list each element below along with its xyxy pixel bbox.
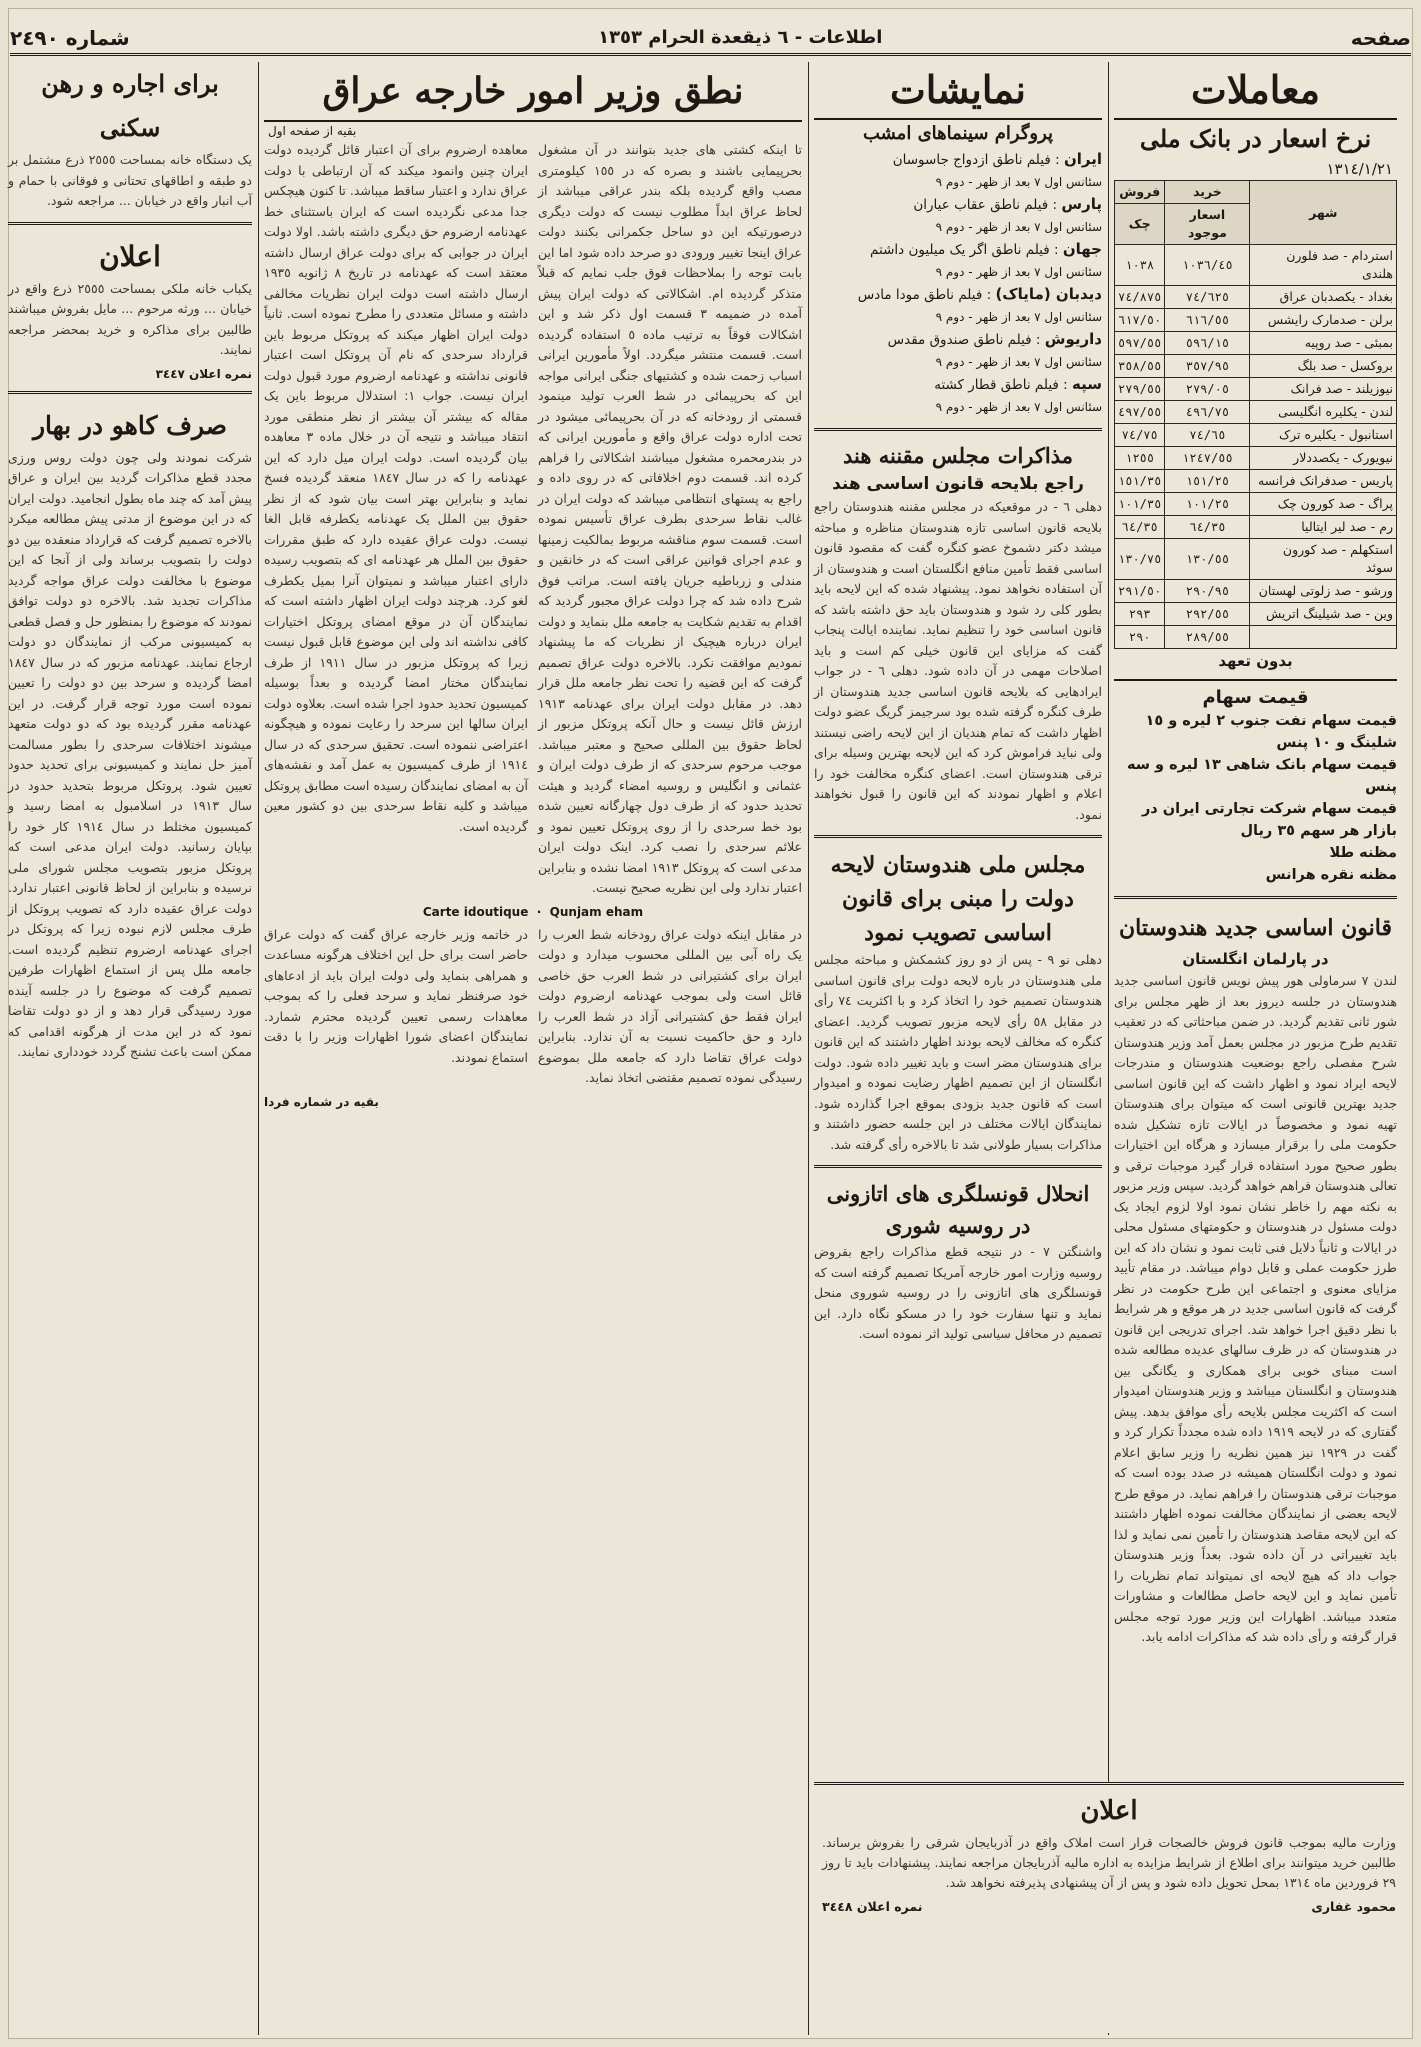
rate-city: نیوزیلند - صد فرانک (1250, 378, 1397, 401)
cinema-film: فیلم ناطق ازدواج جاسوسان (892, 152, 1051, 168)
carte-identique-term: Carte idoutique (422, 904, 529, 919)
rate-row (1115, 332, 1397, 355)
rate-row (1115, 603, 1397, 626)
rate-buy: ١٠٣٦/٤٥ (1165, 245, 1250, 286)
transactions-title: معاملات (1114, 62, 1397, 120)
bottom-notice-number: نمره اعلان ٣٤٤٨ (822, 1899, 923, 1914)
cinema-item: داریوش : فیلم ناطق صندوق مقدس سئانس اول ٧ بعد از ظهر - دوم ٩ (814, 328, 1102, 373)
cinema-name: دیدبان (ماياک) (995, 285, 1102, 303)
rate-city: رم - صد لیر ایتالیا (1250, 516, 1397, 539)
cinema-name: پارس (1061, 195, 1102, 213)
rate-buy: ٥٩٦/١٥ (1165, 332, 1250, 355)
cinema-item: جهان : فیلم ناطق اگر یک میلیون داشتم سئانس اول ٧ بعد از ظهر - دوم ٩ (814, 238, 1102, 283)
rate-row (1115, 424, 1397, 447)
classified-text: یک دستگاه خانه بمساحت ٢٥٥٥ ذرع مشتمل بر دو طبقه و اطاقهای تحتانی و فوقانی با حمام و آب انبار واقع در خیابان ... مراجعه شود. (8, 152, 252, 208)
rate-sell: ٢٧٩/٥٥ (1115, 378, 1165, 401)
rate-sell: ١٢٥٥ (1115, 447, 1165, 470)
speech-headline: نطق وزیر امور خارجه عراق (264, 62, 802, 122)
india-constitution-title: قانون اساسی جدید هندوستان (1118, 915, 1393, 941)
rate-sell: ٧٤/٧٥ (1115, 424, 1165, 447)
rate-sell: ٣٥٨/٥٥ (1115, 355, 1165, 378)
us-consulates-title: انحلال قونسلگری های اتازونی در روسیه شوری (826, 1181, 1090, 1238)
page-header (10, 22, 1411, 56)
share-price-line: قیمت سهام نفت جنوب ٢ لیره و ١٥ شلینگ و ١٠ پنس (1145, 713, 1397, 751)
article-body: دهلی نو ٩ - پس از دو روز کشمکش و مباحثه مجلس ملی هندوستان در باره لایحه دولت برای قانون اساسی هندوستان تصمیم خود را اتخاذ کرد و با اکثریت ٧٤ رأی در مقابل ٥٨ رأی لایحه مزبور تصویب گردید. اعضای کنگره که مخالف لایحه بودند اظهار داشتند که این قانون برای هندوستان مضر است و باید تغییر داده شود. دولت انگلستان از این تصمیم اظهار رضایت نموده و امیدوار است که قانون جدید بزودی بموقع اجرا گذارده شود. نمایندگان ایالات مختلف در این جلسه حضور داشتند و مذاکرات بسیار طولانی شد تا بالاخره رأی گرفته شد. (814, 952, 1102, 1152)
rate-sell: ١٠٣٨ (1115, 245, 1165, 286)
column-header-city: شهر (1250, 181, 1397, 245)
exchange-rates-table (1114, 180, 1397, 649)
article-body: در خاتمه وزیر خارجه عراق گفت که دولت عراق حاضر است برای حل این اختلاف هرگونه مساعدت و همراهی بنماید ولی دولت ایران باید از ادعاهای خود صرفنظر نماید و سرحد فعلی را که بموجب معاهدات رسمی تعیین گردیده محترم شمارد. نمایندگان اعضای شورا اظهارات وزیر را با دقت استماع نمودند. (264, 926, 528, 1065)
bottom-notice-signature: محمود غفاری (1311, 1899, 1396, 1914)
lettuce-ad-title: صرف کاهو در بهار (32, 410, 228, 440)
cinema-sessions: سئانس اول ٧ بعد از ظهر - دوم ٩ (935, 400, 1102, 414)
rate-city: نیویورک - یکصددلار (1250, 447, 1397, 470)
article-body: معاهده ارضروم برای آن اعتبار قائل گردیده دولت ایران چنین وانمود میکند که آن ارتباطی با دولت عراق ندارد و اعتبار ساقط میباشد. تا کنون هیچکس جدا مدعی نگردیده است که ایران باستثنای خط عهدنامه ارضروم حق دیگری داشته باشد. اولا دولت ایران در جوابی که برای دولت عراق ارسال داشته معتقد است که عهدنامه در تاریخ ٨ ژانویه ١٩٣٥ ارسال داشته است دولت ایران نظریات مخالفی داشته و مسائل متعددی را مطرح نموده است. ثانیاً دولت ایران اظهار میکند که پروتکل مربوط باین قرارداد سرحدی که نام آن پروتکل است اعتبار قانونی نداشته و عهدنامه ارضروم مورد قبول دولت ایران نیست. جواب ١: استدلال مربوط باین یک مقاله که بیشتر آن بیشتر از نظر منطقی مورد انتقاد میباشد و نتیجه آن در خلال ماده ٣ معاهده بیان گردیده است. دولت ایران میل دارد که این عهدنامه را که در سال ١٨٤٧ منعقد گردیده فسخ نماید و بنابراین بهتر است بیان شود که از نظر حقوق بین الملل یک عهدنامه یکطرفه قابل الغا نیست. دولت عراق عقیده دارد که طبق مقررات حقوق بین الملل هر عهدنامه ای که بتصویب رسیده دارای اعتبار میباشد و نمیتوان آنرا بمیل یکطرف لغو کرد. هرچند دولت ایران اظهار داشته است که نمایندگان آن در موقع امضای پروتکل اختیارات کافی نداشته اند ولی این موضوع قابل قبول نیست زیرا که پروتکل مزبور در سال ١٩١١ از طرف نمایندگان مختار امضا گردیده و بعداً بوسیله کمیسیون تحدید حدود اجرا شده است. بعلاوه دولت ایران سالها این سرحد را رعایت نموده و هیچگونه اعتراضی ننموده است. تحقیق سرحدی که در سال ١٩١٤ از طرف کمیسیون به عمل آمد و نقشه‌های آن به امضای نمایندگان رسیده است مطابق پروتکل میباشد و کلیه نقاط سرحدی بین دو کشور معین گردیده است. (264, 142, 529, 834)
rate-buy: ٢٩٢/٥٥ (1165, 603, 1250, 626)
cinema-sessions: سئانس اول ٧ بعد از ظهر - دوم ٩ (935, 310, 1102, 324)
rate-buy: ٤٩٦/٧٥ (1165, 401, 1250, 424)
cinema-film: فیلم ناطق قطار کشته (934, 377, 1059, 393)
rate-row (1115, 309, 1397, 332)
cinema-sessions: سئانس اول ٧ بعد از ظهر - دوم ٩ (935, 220, 1102, 234)
cinema-sessions: سئانس اول ٧ بعد از ظهر - دوم ٩ (935, 175, 1102, 189)
notice-title: اعلان (99, 239, 161, 273)
rate-city: استکهلم - صد کورون سوئد (1250, 539, 1397, 580)
exchange-rates-subtitle: نرخ اسعار در بانک ملی (1139, 124, 1372, 153)
rate-city: وین - صد شیلینگ اتریش (1250, 603, 1397, 626)
rate-city: استردام - صد فلورن هلندی (1250, 245, 1397, 286)
rate-sell: ١٠١/٣٥ (1115, 493, 1165, 516)
notice-body: وزارت مالیه بموجب قانون فروش خالصجات قرار است املاک واقع در آذربایجان شرقی را بفروش برساند. طالبین خرید میتوانند برای اطلاع از شرایط مزایده به اداره مالیه آذربایجان مراجعه نمایند. پیشنهادات باید تا روز ٢٩ فروردین ماه ١٣١٤ بمحل تحویل داده شود و پس از آن پیشنهادی پذیرفته نخواهد شد. (822, 1835, 1396, 1890)
india-constitution-subtitle: در پارلمان انگلستان (1182, 950, 1329, 968)
header-issue-number: شماره ٢٤٩٠ (10, 25, 130, 50)
bottom-notice-title: اعلان (1080, 1796, 1138, 1826)
rate-sell: ١٣٠/٧٥ (1115, 539, 1165, 580)
rate-buy: ٧٤/٦٥ (1165, 424, 1250, 447)
cinema-film: فیلم ناطق مودا مادس (857, 287, 983, 303)
silver-price: مظنه نقره هرانس (1265, 867, 1397, 883)
share-price-line: قیمت سهام بانک شاهی ١٣ لیره و سه پنس (1126, 757, 1397, 795)
rate-sell: ٢٩٣ (1115, 603, 1165, 626)
rate-buy: ١٥١/٢٥ (1165, 470, 1250, 493)
article-body: در مقابل اینکه دولت عراق رودخانه شط العرب را یک راه آبی بین المللی محسوب میدارد و دولت ایران برای کشتیرانی در شط العرب حق خاصی قائل است ولی بموجب عهدنامه ارضروم دولت ایران فقط حق کشتیرانی آزاد در شط العرب را دارد و حق حاکمیت نسبت به آن ندارد. بنابراین دولت عراق تقاضا دارد که جامعه ملل بموضوع رسیدگی نموده تصمیم مقتضی اتخاذ نماید. (538, 926, 802, 1085)
cinema-item: سپه : فیلم ناطق قطار کشته سئانس اول ٧ بعد از ظهر - دوم ٩ (814, 373, 1102, 418)
cinema-name: سپه (1072, 375, 1102, 393)
cinema-item: ایران : فیلم ناطق ازدواج جاسوسان سئانس اول ٧ بعد از ظهر - دوم ٩ (814, 148, 1102, 193)
article-body: دهلی ٦ - در موقعیکه در مجلس مقننه هندوستان راجع بلایحه قانون اساسی تازه هندوستان مناظره و مباحثه میشد دکتر دشموخ عضو کنگره گفت که مقصود قانون اساسی فقط تأمین منافع انگلستان است و هندوستان از آن استفاده نخواهد نمود. پیشنهاد شده که این لایحه باید بطور کلی رد شود و هندوستان باید حق داشته باشد که قانون اساسی خود را تنظیم نماید. نماینده ایالت پنجاب گفت که مزایای این قانون خیلی کم است و باید اصلاحات مهمی در آن داده شود. دهلی ٦ - در جواب ایرادهایی که بلایحه قانون اساسی جدید هندوستان از طرف کنگره گرفته شده بود سرجیمز گریگ عضو دولت اظهار داشت که تمام هندیان از این لایحه راضی نیستند ولی نباید فراموش کرد که این لایحه بهترین وسیله برای ترقی هندوستان است. اعضای کنگره مخالفت خود را اعلام و اظهار نمودند که این قانون را قبول نخواهند نمود. (814, 499, 1102, 822)
classified-text: یکباب خانه ملکی بمساحت ٢٥٥٥ ذرع واقع در خیابان ... ورثه مرحوم ... مایل بفروش میباشند طالبین برای مذاکره و خرید بمحضر مراجعه نمایند. (8, 280, 252, 357)
rent-ad-title: برای اجاره و رهن سکنی (41, 69, 219, 142)
rate-sell: ٧٤/٨٧٥ (1115, 286, 1165, 309)
article-body: شرکت نمودند ولی چون دولت روس ورزی مجدد قطع مذاکرات گردید بین ایران و عراق پیش آمد که چند ماه بطول انجامید. دولت ایران که در این موضوع از مدتی پیش مطالعه میکرد بالاخره تصمیم گرفت که قرارداد منعقده بین دو دولت را بتصویب برساند ولی از آنجا که این موضوع با مخالفت دولت عراق مواجه گردید مذاکرات تجدید شد. بالاخره دو دولت توافق نمودند که موضوع را بمنظور حل و فصل قطعی به کمیسیونی مرکب از نمایندگان دو دولت ارجاع نمایند. عهدنامه مزبور که در سال ١٨٤٧ امضا گردیده و سرحد بین دو دولت را تعیین نموده است مورد توجه قرار گرفت. در این عهدنامه مقرر گردیده بود که دو دولت متعهد میشوند اختلافات سرحدی را بطور مسالمت آمیز حل نمایند و کمیسیونی برای تحدید حدود تعیین شود. پروتکل مربوط بتحدید حدود در سال ١٩١٣ در اسلامبول به امضا رسید و کمیسیون مختلط در سال ١٩١٤ کار خود را بپایان رسانید. دولت ایران مدعی است که پروتکل مزبور بتصویب مجلس شورای ملی نرسیده و بنابراین از لحاظ قانونی اعتبار ندارد. دولت عراق عقیده دارد که تصویب پروتکل از طرف مجلس لازم نبوده زیرا که پروتکل در اجرای عهدنامه ارضروم تنظیم گردیده است. جامعه ملل پس از استماع اظهارات طرفین تصمیم گرفت که موضوع را در جلسه آینده مورد رسیدگی قرار دهد و از دو دولت تقاضا نمود که در این مدت از هرگونه اقدامی که ممکن است باعث تشنج گردد خودداری نمایند. (8, 449, 252, 1059)
rate-city: پراگ - صد کورون چک (1250, 493, 1397, 516)
rate-buy: ٢٧٩/٠٥ (1165, 378, 1250, 401)
rate-row (1115, 447, 1397, 470)
rate-sell: ٤٩٧/٥٥ (1115, 401, 1165, 424)
classifieds-column (2, 62, 258, 2035)
rate-row (1115, 626, 1397, 649)
rate-row (1115, 401, 1397, 424)
share-price-line: قیمت سهام شرکت تجارتی ایران در بازار هر سهم ٣٥ ریال (1141, 801, 1397, 839)
continued-tomorrow-note: بقیه در شماره فردا (264, 1094, 379, 1109)
rate-sell: ٢٩٠ (1115, 626, 1165, 649)
gold-price: مظنه طلا (1329, 845, 1397, 861)
no-obligation-note: بدون تعهد (1218, 652, 1293, 670)
rates-date: ١٣١٤/١/٢١ (1326, 160, 1393, 178)
article-body: لندن ٧ سرماولی هور پیش نویس قانون اساسی جدید هندوستان در جلسه دیروز بعد از ظهر مجلس برای شور ثانی تقدیم گردید. در ضمن مباحثاتی که در تعقیب تقدیم طرح مزبور در مجلس بعمل آمد وزیر هندوستان شرح مفصلی راجع بوضعیت هندوستان و مندرجات لایحه ایراد نمود و اظهار داشت که این قانون اساسی جدید بهترین قانونی است که میتوان برای هندوستان تهیه نمود و مخصوصاً در ایالات تازه تشکیل شده حکومت ملی را برقرار میسازد و هرگاه این اختیارات بطور صحیح مورد استفاده قرار گیرد موجبات ترقی و تعالی هندوستان فراهم خواهد گردید. سپس وزیر مزبور به نکته مهم را خاطر نشان نمود اولا لزوم ایجاد یک دولت مسئول در هندوستان و حکومتهای مسئول محلی در ایالات و ثانیاً دلایل فنی ثابت نمود و نشان داد که این طرز حکومت عملی و قابل دوام میباشد. در مقام تأیید مزایای معنوی و اجتماعی این طرح حکومت در نظر گرفت که قانون اساسی جدید در هر موقع و هر شرایط با نظر دقیق اجرا خواهد شد. اجرای تدریجی این قانون در هندوستان که در ظرف سالهای عدیده مطالعه شده است مبنای خوبی برای همکاری و یگانگی بین هندوستان و انگلستان میباشد و وزیر هندوستان امیدوار است که اکثریت مجلس بلایحه رأی موافق بدهد. پیش گفتاری که در لایحه ١٩١٩ داده شده مجدداً تکرار کرد و گفت در ١٩٢٩ نیز همین نظریه را وزیر سابق اعلام نمود و دولت انگلستان همیشه در صدد بوده است که موجبات ترقی هندوستان را فراهم نماید. در موقع طرح لایحه بعضی از نمایندگان مخالفت نموده اظهار داشتند که این لایحه مقاصد هندوستان را تأمین نمی نماید و لذا باید تغییراتی در آن داده شود. بعداً وزیر هندوستان جواب داد که هیچ لایحه ای نمیتواند تمام نظریات را تأمین نماید و این لایحه حاصل مطالعات و مشاورات متعدد میباشد. اظهارات این وزیر مورد توجه مجلس قرار گرفته و رأی داده شد که مذاکرات ادامه یابد. (1114, 973, 1398, 1644)
header-dateline: اطلاعات - ٦ ذیقعدة الحرام ١٣٥٣ (598, 27, 883, 48)
rate-row (1115, 355, 1397, 378)
column-subheader-buy: اسعار موجود (1165, 204, 1250, 245)
rate-row (1115, 378, 1397, 401)
rate-city: بمبئی - صد روپیه (1250, 332, 1397, 355)
cinema-program-list (814, 148, 1102, 418)
rate-buy: ٢٨٩/٥٥ (1165, 626, 1250, 649)
bottom-notice (814, 1782, 1404, 2033)
cinema-name: ایران (1063, 150, 1102, 168)
rate-city: لندن - یکلیره انگلیسی (1250, 401, 1397, 424)
rate-row (1115, 493, 1397, 516)
speech-column: نطق وزیر امور خارجه عراق بقیه از صفحه اول تا اینکه کشتی های جدید بتوانند در آن مشغول بحرپیمایی باشند و بصره که در ١٥٥ کیلومتری مصب واقع گردیده بلکه بندر عراقی میباشد از لحاظ عراق ابداً مطلوب نیست که دولت دیگری درصورتیکه این دو ساحل جکمرانی بکنند دولت عراق اینجا تغییر ورودی دو صرحد داده شود اما این بابت توجه را بملاحظات فوق جلب نمایم که قبلاً متذکر گردیده ام. اشکالاتی که دولت ایران پیش آمده در ضمیمه ٣ قسمت اول ذکر شد و این اشکالات فوقاً به ترتیب ماده ٥ استفاده گردیده است. قسمت منتشر میگردد. اولاً مأمورین ایرانی اسباب زحمت شده و کشتیهای جنگی ایرانی مواجه این که بحرپیمائی در شط العرب تولید مینمود قسمتی از رودخانه که در آن بحرپیمائی میشود در تحت اداره دولت عراق واقع و مأمورین ایرانی که در بندرمحمره مشغول میباشند اشکالاتی را فراهم کرده اند. قسمت دوم اخلافاتی که در روی داده و راجع به پستهای انتظامی میباشد که دولت ایران در غالب نقاط سرحدی بطرف عراق تأسیس نموده است. قسمت سوم مناقشه مربوط بمالکیت زمینها و عدم اجرای قوانین عراقی است که در خانقین و مندلی و زرباطیه جریان یافته است. مراتب فوق شرح داده شد که چرا دولت عراق مجبور گردید که اقدام به تقدیم شکایت به جامعه ملل بنماید و دولت ایران درباره هیچیک از نظریات که ما پیشنهاد نمودیم موافقت نکرد. بالاخره دولت عراق تصمیم گرفت که این قضیه را تحت نظر جامعه ملل قرار دهد. در مقابل دولت ایران برای عهدنامه ١٩١٣ ارزش قائل نیست و حال آنکه پروتکل مزبور از لحاظ حقوق بین المللی صحیح و معتبر میباشد. موجب مرحوم سرحدی که از طرف دولت ایران و عثمانی و انگلیس و روسیه امضاء گردید و هیئت تحدید حدود که از طرف دول چهارگانه تعیین شده بود خط سرحدی را از روی پروتکل تعیین نمود و علائم سرحدی را نصب کرد. اینک دولت ایران مدعی است که پروتکل ١٩١٣ امضا نشده و بنابراین اعتبار ندارد ولی این نظریه صحیح نیست. معاهده ارضروم برای آن اعتبار قائل گردیده دولت ایران چنین وانمود میکند که آن ارتباطی با دولت عراق ندارد و اعتبار ساقط میباشد. تا کنون هیچکس جدا مدعی نگردیده است که ایران باستثنای خط عهدنامه ارضروم حق دیگری داشته باشد. اولا دولت ایران در جوابی که برای دولت عراق ارسال داشته معتقد است که عهدنامه در تاریخ ٨ ژانویه ١٩٣٥ ارسال داشته است دولت ایران نظریات مخالفی داشته و مسائل متعددی را مطرح نموده است. ثانیاً دولت ایران اظهار میکند که پروتکل مربوط باین قرارداد سرحدی که نام آن پروتکل است اعتبار قانونی نداشته و عهدنامه ارضروم مورد قبول دولت ایران نیست. جواب ١: استدلال مربوط باین یک مقاله که بیشتر آن بیشتر از نظر منطقی مورد انتقاد میباشد و نتیجه آن در خلال ماده ٣ معاهده بیان گردیده است. دولت ایران میل دارد که این عهدنامه را که در سال ١٨٤٧ منعقد گردیده فسخ نماید و بنابراین بهتر است بیان شود که از نظر حقوق بین الملل یک عهدنامه یکطرفه قابل الغا نیست. دولت عراق عقیده دارد که طبق مقررات حقوق بین الملل هر عهدنامه ای که بتصویب رسیده دارای اعتبار میباشد و نمیتوان آنرا بمیل یکطرف لغو کرد. هرچند دولت ایران اظهار داشته است که نمایندگان آن در موقع امضای پروتکل اختیارات کافی نداشته اند ولی این موضوع قابل قبول نیست زیرا که پروتکل مزبور در سال ١٩١١ از طرف نمایندگان مختار امضا گردیده و بعداً بوسیله کمیسیون تحدید حدود اجرا شده است. بعلاوه دولت ایران سالها این سرحد را رعایت نموده و هیچگونه اعتراضی ننموده است. تحقیق سرحدی که در سال ١٩١٤ از طرف کمیسیون به عمل آمد و نقشه‌های آن به امضای نمایندگان رسیده است مطابق پروتکل میباشد و کلیه نقاط سرحدی بین دو کشور معین گردیده است. Carte idoutique · Qunjam eham در مقابل اینکه دولت عراق رودخانه شط العرب را یک راه آبی بین المللی محسوب میدارد و دولت ایران برای کشتیرانی در شط العرب حق خاصی قائل است ولی بموجب عهدنامه ارضروم دولت ایران فقط حق کشتیرانی آزاد در شط العرب را دارد و حق حاکمیت نسبت به آن ندارد. بنابراین دولت عراق تقاضا دارد که جامعه ملل بموضوع رسیدگی نموده تصمیم مقتضی اتخاذ نماید. در خاتمه وزیر خارجه عراق گفت که دولت عراق حاضر است برای حل این اختلاف هرگونه مساعدت و همراهی بنماید ولی دولت ایران باید از ادعاهای خود صرفنظر نماید و سرحد فعلی را که بموجب معاهدات رسمی تعیین گردیده محترم شمارد. نمایندگان اعضای شورا اظهارات وزیر را با دقت استماع نمودند. بقیه در شماره فردا (258, 62, 808, 2035)
cinema-film: فیلم ناطق صندوق مقدس (887, 332, 1032, 348)
rate-row (1115, 245, 1397, 286)
rate-city: ورشو - صد زلوتی لهستان (1250, 580, 1397, 603)
cinema-sessions: سئانس اول ٧ بعد از ظهر - دوم ٩ (935, 265, 1102, 279)
cinema-name: جهان (1062, 240, 1102, 258)
rate-city: بروکسل - صد بلگ (1250, 355, 1397, 378)
rate-sell: ٥٩٧/٥٥ (1115, 332, 1165, 355)
rate-buy: ٢٩٠/٩٥ (1165, 580, 1250, 603)
cinema-film: فیلم ناطق عقاب عیاران (913, 197, 1049, 213)
continued-note: بقیه از صفحه اول (268, 124, 357, 138)
article-body: تا اینکه کشتی های جدید بتوانند در آن مشغول بحرپیمایی باشند و بصره که در ١٥٥ کیلومتری مصب واقع گردیده بلکه بندر عراقی میباشد از لحاظ عراق ابداً مطلوب نیست که دولت دیگری درصورتیکه این دو ساحل جکمرانی بکنند دولت عراق اینجا تغییر ورودی دو صرحد داده شود اما این بابت توجه را بملاحظات فوق جلب نمایم که قبلاً متذکر گردیده ام. اشکالاتی که دولت ایران پیش آمده در ضمیمه ٣ قسمت اول ذکر شد و این اشکالات فوقاً به ترتیب ماده ٥ استفاده گردیده است. قسمت منتشر میگردد. اولاً مأمورین ایرانی اسباب زحمت شده و کشتیهای جنگی ایرانی مواجه این که بحرپیمائی در شط العرب تولید مینمود قسمتی از رودخانه که در آن بحرپیمائی میشود در تحت اداره دولت عراق واقع و مأمورین ایرانی که در بندرمحمره مشغول میباشند اشکالاتی را فراهم کرده اند. قسمت دوم اخلافاتی که در روی داده و راجع به پستهای انتظامی میباشد که دولت ایران در غالب نقاط سرحدی بطرف عراق تأسیس نموده است. قسمت سوم مناقشه مربوط بمالکیت زمینها و عدم اجرای قوانین عراقی است که در خانقین و مندلی و زرباطیه جریان یافته است. مراتب فوق شرح داده شد که چرا دولت عراق مجبور گردید که اقدام به تقدیم شکایت به جامعه ملل بنماید و دولت ایران درباره هیچیک از نظریات که ما پیشنهاد نمودیم موافقت نکرد. بالاخره دولت عراق تصمیم گرفت که این قضیه را تحت نظر جامعه ملل قرار دهد. در مقابل دولت ایران برای عهدنامه ١٩١٣ ارزش قائل نیست و حال آنکه پروتکل مزبور از لحاظ حقوق بین المللی صحیح و معتبر میباشد. موجب مرحوم سرحدی که از طرف دولت ایران و عثمانی و انگلیس و روسیه امضاء گردید و هیئت تحدید حدود که از طرف دول چهارگانه تعیین شده بود خط سرحدی را از روی پروتکل تعیین نمود و علائم سرحدی را نصب کرد. اینک دولت ایران مدعی است که پروتکل ١٩١٣ امضا نشده و بنابراین اعتبار ندارد ولی این نظریه صحیح نیست. (538, 142, 803, 895)
india-parliament-title: مذاکرات مجلس مقننه هند (843, 443, 1073, 468)
rate-buy: ١٢٤٧/٥٥ (1165, 447, 1250, 470)
cinema-sessions: سئانس اول ٧ بعد از ظهر - دوم ٩ (935, 355, 1102, 369)
india-assembly-title: مجلس ملی هندوستان لایحه دولت را مبنی برای قانون اساسی تصویب نمود (830, 852, 1086, 946)
rate-row (1115, 516, 1397, 539)
column-subheader-sell: چک (1115, 204, 1165, 245)
cinema-name: داریوش (1044, 330, 1102, 348)
rate-sell: ٦٤/٣٥ (1115, 516, 1165, 539)
rate-sell: ٢٩١/٥٠ (1115, 580, 1165, 603)
rate-sell: ١٥١/٣٥ (1115, 470, 1165, 493)
rate-row (1115, 539, 1397, 580)
notice-number: نمره اعلان ٣٤٤٧ (155, 366, 252, 381)
india-parliament-subtitle: راجع بلایحه قانون اساسی هند (832, 474, 1084, 494)
rate-city (1250, 626, 1397, 649)
cinema-program-title: پروگرام سینماهای امشب (862, 123, 1054, 144)
rate-city: برلن - صدمارک رایشس (1250, 309, 1397, 332)
rate-buy: ٣٥٧/٩٥ (1165, 355, 1250, 378)
rate-sell: ٦١٧/٥٠ (1115, 309, 1165, 332)
shares-title: قیمت سهام (1114, 679, 1397, 710)
rate-buy: ٦١٦/٥٥ (1165, 309, 1250, 332)
cinema-film: فیلم ناطق اگر یک میلیون داشتم (870, 242, 1050, 258)
rate-city: پاریس - صدفرانک فرانسه (1250, 470, 1397, 493)
transactions-column (1108, 62, 1403, 2035)
article-body: واشنگتن ٧ - در نتیجه قطع مذاکرات راجع بقروض روسیه وزارت امور خارجه آمریکا تصمیم گرفته است که قونسلگری های اتازونی را در روسیه شوروی منحل نماید و تنها سفارت خود را در مسکو نگاه دارد. این تصمیم در محافل سیاسی تولید اثر نموده است. (814, 1244, 1102, 1341)
qunjam-term: Qunjam eham (549, 904, 644, 919)
rate-city: بغداد - یکصدبان عراق (1250, 286, 1397, 309)
rate-buy: ٧٤/٦٢٥ (1165, 286, 1250, 309)
shows-column (808, 62, 1108, 2035)
rate-buy: ١٠١/٢٥ (1165, 493, 1250, 516)
header-page-label: صفحه (1350, 25, 1411, 50)
rate-buy: ٦٤/٣٥ (1165, 516, 1250, 539)
shows-title: نمایشات (814, 62, 1102, 120)
rate-row (1115, 580, 1397, 603)
column-header-sell: فروش (1115, 181, 1165, 204)
rate-row (1115, 286, 1397, 309)
cinema-item: پارس : فیلم ناطق عقاب عیاران سئانس اول ٧ بعد از ظهر - دوم ٩ (814, 193, 1102, 238)
rate-buy: ١٣٠/٥٥ (1165, 539, 1250, 580)
cinema-item: دیدبان (ماياک) : فیلم ناطق مودا مادس سئانس اول ٧ بعد از ظهر - دوم ٩ (814, 283, 1102, 328)
rate-row (1115, 470, 1397, 493)
column-header-buy: خرید (1165, 181, 1250, 204)
rate-city: استانبول - یکلیره ترک (1250, 424, 1397, 447)
